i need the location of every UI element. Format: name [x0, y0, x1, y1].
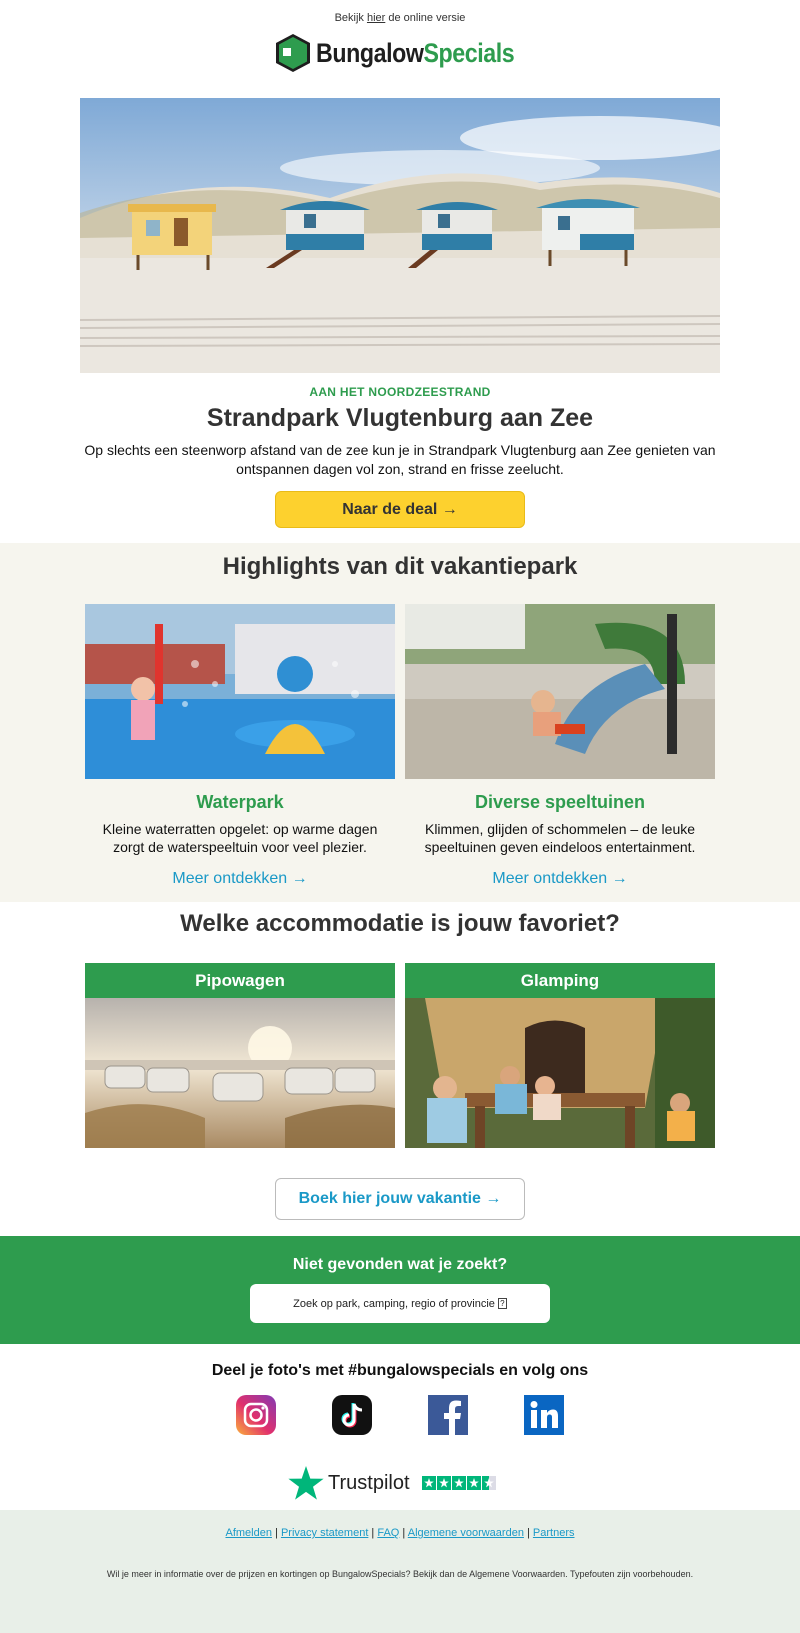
facebook-icon[interactable] — [428, 1395, 468, 1435]
instagram-icon[interactable] — [236, 1395, 276, 1435]
footer-links: Afmelden | Privacy statement | FAQ | Algemene voorwaarden | Partners — [225, 1527, 575, 1539]
unsubscribe-link[interactable]: Afmelden — [225, 1527, 272, 1539]
search-icon: ? — [498, 1298, 507, 1309]
trustpilot-star-icon — [288, 1466, 324, 1500]
highlight-title-waterpark: Waterpark — [196, 792, 284, 812]
terms-link[interactable]: Algemene voorwaarden — [407, 1527, 524, 1539]
highlight-card-waterpark — [85, 604, 395, 888]
accommodation-label-pipowagen: Pipowagen — [85, 963, 395, 998]
accommodation-card-glamping[interactable] — [405, 963, 715, 1148]
social-title: Deel je foto's met #bungalowspecials en volg ons — [211, 1362, 589, 1379]
rating-half-star-icon — [482, 1476, 496, 1490]
online-version-prefix: Bekijk — [334, 12, 367, 24]
highlights-title: Highlights van dit vakantiepark — [222, 553, 578, 580]
search-box[interactable] — [250, 1284, 550, 1323]
discover-link-playgrounds[interactable]: Meer ontdekken → — [492, 870, 628, 887]
search-section — [0, 1236, 800, 1344]
rating-star-icon — [467, 1476, 481, 1490]
rating-star-icon — [422, 1476, 436, 1490]
waterpark-image[interactable] — [85, 604, 395, 779]
online-version-line — [0, 12, 800, 24]
search-box-text: Zoek op park, camping, regio of provincie — [293, 1297, 495, 1310]
highlight-text-playgrounds: Klimmen, glijden of schommelen – de leuke speeltuinen geven eindeloos entertainment. — [424, 821, 696, 855]
highlight-title-playgrounds: Diverse speeltuinen — [474, 792, 646, 812]
pipowagen-image[interactable] — [85, 998, 395, 1148]
footer — [0, 1510, 800, 1633]
book-vacation-button[interactable] — [275, 1178, 525, 1220]
house-logo-icon — [274, 33, 312, 73]
glamping-image[interactable] — [405, 998, 715, 1148]
arrow-right-icon: → — [485, 1190, 502, 1207]
accommodation-card-pipowagen[interactable] — [85, 963, 395, 1148]
deal-button[interactable] — [275, 491, 525, 528]
brand-logo[interactable] — [274, 32, 547, 74]
online-version-suffix: de online versie — [385, 12, 466, 24]
trustpilot-label: Trustpilot — [328, 1471, 410, 1494]
partners-link[interactable]: Partners — [532, 1527, 575, 1539]
trustpilot-rating — [422, 1476, 497, 1490]
hero-image[interactable] — [80, 98, 720, 373]
arrow-right-icon: → — [441, 500, 458, 518]
search-title: Niet gevonden wat je zoekt? — [292, 1256, 508, 1273]
discover-link-waterpark[interactable]: Meer ontdekken → — [172, 870, 308, 887]
park-title: Strandpark Vlugtenburg aan Zee — [206, 404, 594, 432]
linkedin-icon[interactable] — [524, 1395, 564, 1435]
highlight-card-playgrounds — [405, 604, 715, 888]
accommodation-title: Welke accommodatie is jouw favoriet? — [180, 910, 620, 937]
online-version-link[interactable]: hier — [366, 12, 386, 24]
logo-wordmark: BungalowSpecials — [316, 37, 515, 68]
deal-button-label: Naar de deal — [342, 500, 438, 518]
accommodation-label-glamping: Glamping — [405, 963, 715, 998]
park-description: Op slechts een steenworp afstand van de zee kun je in Strandpark Vlugtenburg aan Zee genieten van ontspannen dagen vol zon, strand en frisse zeelucht. — [84, 442, 716, 477]
faq-link[interactable]: FAQ — [377, 1527, 400, 1539]
highlight-text-waterpark: Kleine waterratten opgelet: op warme dagen zorgt de waterspeeltuin voor veel plezier. — [102, 821, 378, 855]
rating-star-icon — [452, 1476, 466, 1490]
hero-kicker: AAN HET NOORDZEESTRAND — [309, 385, 491, 399]
tiktok-icon[interactable] — [332, 1395, 372, 1435]
trustpilot-badge[interactable] — [288, 1465, 497, 1501]
playground-image[interactable] — [405, 604, 715, 779]
book-vacation-label: Boek hier jouw vakantie — [298, 1190, 481, 1207]
privacy-link[interactable]: Privacy statement — [280, 1527, 369, 1539]
highlights-section — [0, 543, 800, 902]
footer-note: Wil je meer in informatie over de prijzen en kortingen op BungalowSpecials? Bekijk dan de Algemene Voorwaarden. Typefouten zijn voorbehouden. — [106, 1569, 694, 1579]
rating-star-icon — [437, 1476, 451, 1490]
